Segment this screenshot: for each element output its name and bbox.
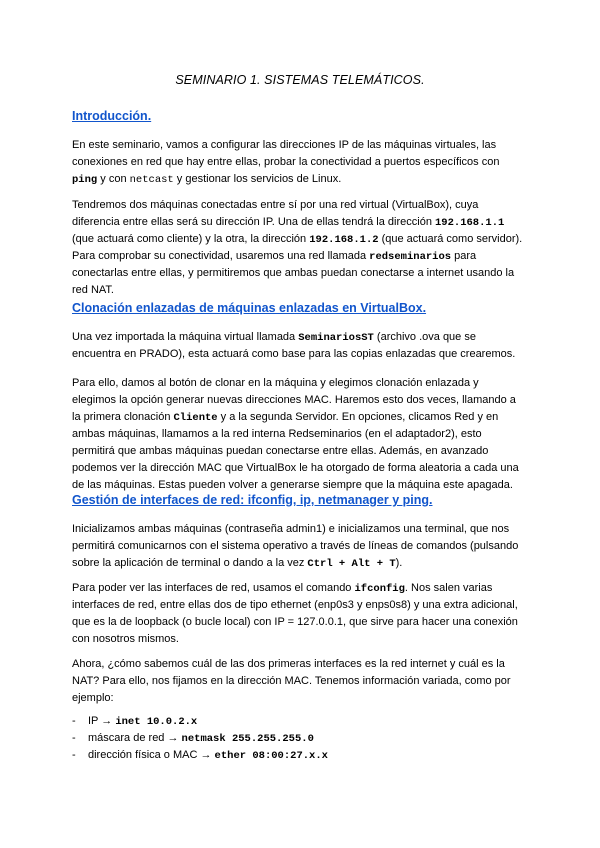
text-line: con nosotros mismos. xyxy=(72,633,179,645)
code-ip-server: 192.168.1.2 xyxy=(309,234,379,246)
text-fragment: ). xyxy=(395,557,403,569)
text-line: interfaces de red, entre ellas dos de tipo ethernet (enp0s3 y enps0s8) y una extra adicional, xyxy=(72,599,518,611)
text-line: ejemplo: xyxy=(72,692,114,704)
code-netcast: netcast xyxy=(129,174,174,186)
text-line xyxy=(72,555,532,572)
heading-introduccion[interactable]: Introducción. xyxy=(72,109,152,123)
list-item-label: máscara de red → xyxy=(88,732,182,744)
paragraph-gestion-2 xyxy=(72,580,532,648)
text-fragment: la primera clonación xyxy=(72,411,174,423)
text-line: Ahora, ¿cómo sabemos cuál de las dos primeras interfaces es la red internet y cuál es la xyxy=(72,658,505,670)
text-line: conectarlas entre ellas, y permitiremos que ambas puedan conectarse a internet usando la xyxy=(72,267,515,279)
text-line: que es la de loopback (o bucle local) con IP = 127.0.0.1, que sirve para hacer una conexión xyxy=(72,616,518,628)
text-line: de las máquinas. Estas pueden volver a generarse siempre que la máquina este apagada. xyxy=(72,479,513,491)
text-line: En este seminario, vamos a configurar las direcciones IP de las máquinas virtuales, las xyxy=(72,139,497,151)
list-item-code: ether 08:00:27.x.x xyxy=(214,750,328,762)
text-line xyxy=(72,171,532,188)
code-ping: ping xyxy=(72,174,98,186)
code-seminariosst: SeminariosST xyxy=(298,332,374,344)
text-fragment: diferencia entre ellas será su dirección IP. Una de ellas tendrá la dirección xyxy=(72,216,435,228)
text-line xyxy=(72,329,532,346)
heading-gestion[interactable]: Gestión de interfaces de red: ifconfig, ip, netmanager y ping. xyxy=(72,493,433,507)
text-line xyxy=(72,214,532,231)
text-fragment: . Nos salen varias xyxy=(404,582,493,594)
text-line xyxy=(72,580,532,597)
list-item xyxy=(72,747,328,764)
paragraph-gestion-1 xyxy=(72,521,532,572)
text-fragment: para xyxy=(451,250,477,262)
text-line: conexiones en red que hay entre ellas, probar la conectividad a puertos específicos con xyxy=(72,156,500,168)
code-ip-client: 192.168.1.1 xyxy=(435,217,505,229)
text-line: permitirá comunicarnos con el sistema operativo a través de líneas de comandos (pulsando xyxy=(72,540,519,552)
list-dash: - xyxy=(72,715,76,727)
list-item xyxy=(72,713,328,730)
text-fragment: y con xyxy=(97,173,130,185)
text-fragment: (que actuará como cliente) y la otra, la dirección xyxy=(72,233,310,245)
text-line: podemos ver la dirección MAC que VirtualBox le ha otorgado de forma aleatoria a cada una xyxy=(72,462,519,474)
heading-clonacion[interactable]: Clonación enlazadas de máquinas enlazadas en VirtualBox. xyxy=(72,301,427,315)
list-item xyxy=(72,730,328,747)
text-line: ambas máquinas, llamamos a la red interna Redseminarios (en el adaptador2), esto xyxy=(72,428,482,440)
text-fragment: (archivo .ova que se xyxy=(373,331,476,343)
text-line: NAT? Para ello, nos fijamos en la dirección MAC. Tenemos información variada, como por xyxy=(72,675,511,687)
list-item-code: inet 10.0.2.x xyxy=(115,716,198,728)
list-item-label: IP → xyxy=(88,715,116,727)
text-fragment: y gestionar los servicios de Linux. xyxy=(173,173,342,185)
text-fragment: sobre la aplicación de terminal o dando a la vez xyxy=(72,557,308,569)
text-fragment: Para poder ver las interfaces de red, usamos el comando xyxy=(72,582,355,594)
text-line xyxy=(72,248,532,265)
list-dash: - xyxy=(72,749,76,761)
text-line: Tendremos dos máquinas conectadas entre sí por una red virtual (VirtualBox), cuya xyxy=(72,199,479,211)
page-title: SEMINARIO 1. SISTEMAS TELEMÁTICOS. xyxy=(175,73,425,87)
network-info-list xyxy=(72,713,328,764)
code-shortcut: Ctrl + Alt + T xyxy=(307,558,396,570)
list-item-code: netmask 255.255.255.0 xyxy=(181,733,314,745)
paragraph-intro-1 xyxy=(72,137,532,188)
text-line: encuentra en PRADO), esta actuará como base para las copias enlazadas que crearemos. xyxy=(72,348,516,360)
code-redseminarios: redseminarios xyxy=(369,251,452,263)
list-dash: - xyxy=(72,732,76,744)
code-cliente: Cliente xyxy=(173,412,218,424)
text-fragment: (que actuará como servidor). xyxy=(378,233,523,245)
text-line: permitirá que ambas máquinas puedan conectarse entre ellas. Además, en avanzado xyxy=(72,445,489,457)
paragraph-clonacion-2 xyxy=(72,375,532,494)
text-fragment: Para comprobar su conectividad, usaremos una red llamada xyxy=(72,250,370,262)
text-line xyxy=(72,409,532,426)
list-item-label: dirección física o MAC → xyxy=(88,749,215,761)
paragraph-intro-2 xyxy=(72,197,532,299)
paragraph-gestion-3 xyxy=(72,656,532,707)
code-ifconfig: ifconfig xyxy=(354,583,405,595)
text-line: red NAT. xyxy=(72,284,114,296)
text-line: elegimos la opción generar nuevas direcciones MAC. Haremos esto dos veces, llamando a xyxy=(72,394,516,406)
text-line: Para ello, damos al botón de clonar en la máquina y elegimos clonación enlazada y xyxy=(72,377,479,389)
text-line xyxy=(72,231,532,248)
text-line: Inicializamos ambas máquinas (contraseña admin1) e inicializamos una terminal, que nos xyxy=(72,523,510,535)
text-fragment: y a la segunda Servidor. En opciones, clicamos Red y en xyxy=(217,411,499,423)
text-fragment: Una vez importada la máquina virtual llamada xyxy=(72,331,299,343)
paragraph-clonacion-1 xyxy=(72,329,532,363)
